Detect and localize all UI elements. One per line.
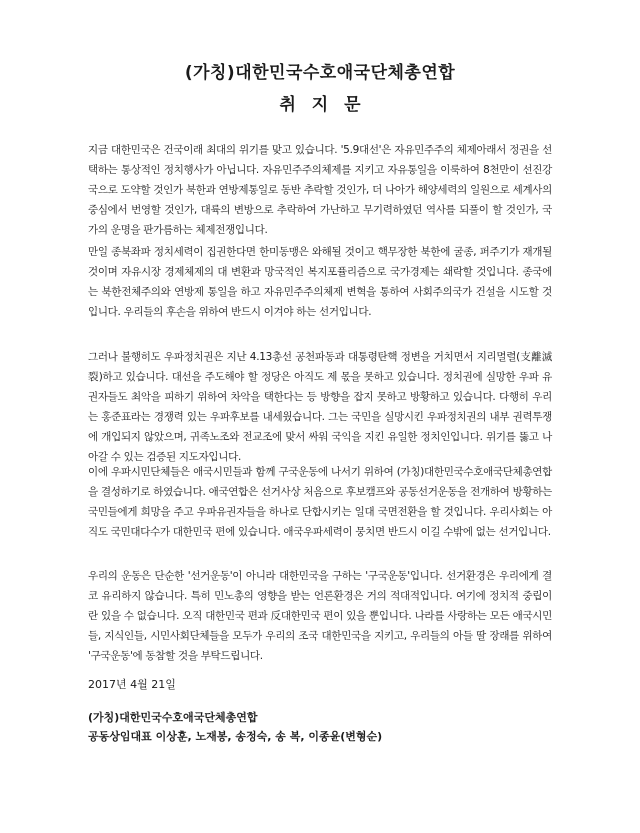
representatives-line: 공동상임대표 이상훈, 노재봉, 송정숙, 송 복, 이종윤(변형순) <box>88 730 383 743</box>
paragraph-2: 만일 종북좌파 정치세력이 집권한다면 한미동맹은 와해될 것이고 핵무장한 북한에 굴종, 퍼주기가 재개될 것이며 자유시장 경제체제의 대 변환과 망국적인 복지포퓰리즘으로 국가경제는 쇄락할 것입니다. 종국에는 북한전체주의와 연방제 통일을 하고 자유민주주의체제 변혁을 통하여 사회주의국가 건설을 시도할 것입니다. 우리들의 후손을 위하여 반드시 이겨야 하는 선거입니다. <box>88 246 552 318</box>
organization-name: (가칭)대한민국수호애국단체총연합 <box>88 711 258 724</box>
paragraph-5: 우리의 운동은 단순한 '선거운동'이 아니라 대한민국을 구하는 '구국운동'입니다. 선거환경은 우리에게 결코 유리하지 않습니다. 특히 민노총의 영향을 받는 언론환경은 거의 적대적입니다. 여기에 정치적 중립이란 있을 수 없습니다. 오직 대한민국 편과 反대한민국 편이 있을 뿐입니다. 나라를 사랑하는 모든 애국시민들, 지식인들, 시민사회단체들을 모두가 우리의 조국 대한민국을 지키고, 우리들의 아들 딸 장래를 위하여 '구국운동'에 동참할 것을 부탁드립니다. <box>88 570 552 662</box>
document-title: (가칭)대한민국수호애국단체총연합 <box>184 63 456 83</box>
paragraph-4: 이에 우파시민단체들은 애국시민들과 함께 구국운동에 나서기 위하여 (가칭)대한민국수호애국단체총연합을 결성하기로 하였습니다. 애국연합은 선거사상 처음으로 후보캠프와 공동선거운동을 전개하여 방황하는 국민들에게 희망을 주고 우파유권자들을 하나로 단합시키는 일대 국면전환을 할 것입니다. 우리사회는 아직도 국민대다수가 대한민국 편에 있습니다. 애국우파세력이 뭉치면 반드시 이길 수밖에 없는 선거입니다. <box>88 466 552 538</box>
document-subtitle: 취 지 문 <box>279 95 361 115</box>
paragraph-3: 그러나 불행히도 우파정치권은 지난 4.13총선 공천파동과 대통령탄핵 정변을 거치면서 지리멸렬(支離滅裂)하고 있습니다. 대선을 주도해야 할 정당은 아직도 제 몫을 못하고 있습니다. 정치권에 실망한 우파 유권자들도 최악을 피하기 위하여 차악을 택한다는 등 방향을 잡지 못하고 방황하고 있습니다. 다행히 우리는 홍준표라는 경쟁력 있는 우파후보를 내세웠습니다. 그는 국민을 실망시킨 우파정치권의 내부 권력투쟁에 개입되지 않았으며, 귀족노조와 전교조에 맞서 싸워 국익을 지킨 유일한 정치인입니다. 위기를 뚫고 나아갈 수 있는 검증된 지도자입니다. <box>88 351 552 463</box>
document-date: 2017년 4월 21일 <box>88 678 176 691</box>
paragraph-1: 지금 대한민국은 건국이래 최대의 위기를 맞고 있습니다. '5.9대선'은 자유민주주의 체제아래서 정권을 선택하는 통상적인 정치행사가 아닙니다. 자유민주주의체제를 지키고 자유통일을 이룩하여 8천만이 선진강국으로 도약할 것인가 북한과 연방제통일로 동반 추락할 것인가, 더 나아가 해양세력의 일원으로 세계사의 중심에서 번영할 것인가, 대륙의 변방으로 추락하여 가난하고 무기력하였던 역사를 되풀이 할 것인가, 국가의 운명을 판가름하는 체제전쟁입니다. <box>88 144 552 236</box>
